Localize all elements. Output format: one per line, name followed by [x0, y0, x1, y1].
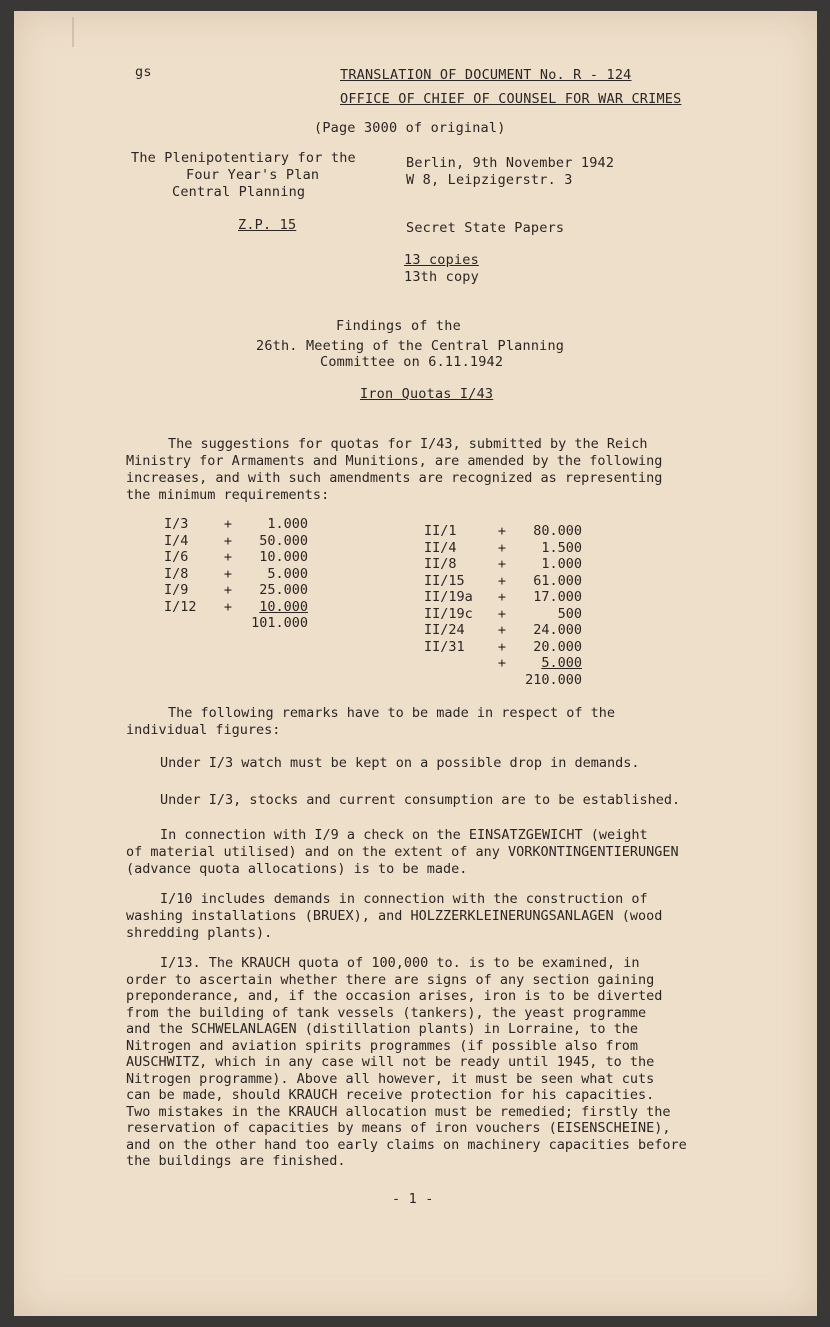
typist-initials: gs [135, 64, 152, 80]
remark-line: (advance quota allocations) is to be made. [126, 861, 468, 877]
table-row: II/8 + 1.000 [424, 556, 582, 572]
remark-line: In connection with I/9 a check on the EINSATZGEWICHT (weight [160, 827, 648, 843]
table-row: I/6 + 10.000 [164, 549, 308, 565]
remark-line: reservation of capacities by means of iron vouchers (EISENSCHEINE), [126, 1120, 671, 1136]
document-title: TRANSLATION OF DOCUMENT No. R - 124 [340, 67, 632, 83]
remarks-line: The following remarks have to be made in respect of the [168, 705, 616, 721]
table-row: I/4 + 50.000 [164, 532, 308, 549]
remark-4 [126, 891, 662, 942]
table-row: II/24 + 24.000 [424, 622, 582, 638]
remark-5 [126, 955, 687, 1170]
classification: Secret State Papers [406, 220, 565, 236]
table-total: 210.000 [525, 671, 582, 688]
remark-line: of material utilised) and on the extent of any VORKONTINGENTIERUNGEN [126, 844, 679, 860]
table-row: + 5.000 [497, 655, 582, 671]
table-total: 101.000 [251, 615, 308, 631]
intro-line: increases, and with such amendments are recognized as representing [126, 470, 663, 486]
intro-line: the minimum requirements: [126, 487, 330, 503]
copy-number: 13th copy [404, 269, 479, 285]
remarks-line: individual figures: [126, 722, 281, 738]
table-row: I/3 + 1.000 [164, 516, 308, 532]
remark-line: from the building of tank vessels (tankers), the yeast programme [126, 1004, 647, 1021]
office-title: OFFICE OF CHIEF OF COUNSEL FOR WAR CRIMES [340, 91, 682, 107]
document-page [14, 11, 817, 1316]
copies: 13 copies [404, 252, 479, 268]
remark-line: Two mistakes in the KRAUCH allocation must be remedied; firstly the [126, 1103, 671, 1120]
remark-line: preponderance, and, if the occasion arises, iron is to be diverted [126, 988, 663, 1004]
subject-line-2: 26th. Meeting of the Central Planning [256, 338, 565, 354]
remark-line: Under I/3, stocks and current consumption are to be established. [160, 792, 681, 808]
remark-line: AUSCHWITZ, which in any case will not be ready until 1945, to the [126, 1054, 655, 1070]
remark-line: Under I/3 watch must be kept on a possible drop in demands. [160, 755, 640, 771]
table-row: I/12 + 10.000 [164, 598, 308, 615]
address: W 8, Leipzigerstr. 3 [406, 172, 573, 188]
page-note: (Page 3000 of original) [314, 120, 506, 136]
remark-3 [126, 827, 679, 878]
subject-line-3: Committee on 6.11.1942 [320, 354, 504, 370]
table-row: II/31 + 20.000 [424, 638, 582, 655]
remark-2 [160, 792, 680, 809]
remark-line: can be made, should KRAUCH receive protection for his capacities. [126, 1087, 655, 1103]
table-row: II/15 + 61.000 [424, 572, 582, 589]
table-row: II/19a + 17.000 [424, 589, 582, 605]
remark-line: and on the other hand too early claims on machinery capacities before [126, 1136, 687, 1153]
quota-table-left [164, 516, 308, 632]
table-row: I/8 + 5.000 [164, 565, 308, 582]
reference-number: Z.P. 15 [238, 217, 297, 233]
page-number: - 1 - [392, 1191, 434, 1207]
sender-line-1: The Plenipotentiary for the [131, 150, 356, 166]
table-row: II/19c + 500 [424, 605, 582, 622]
table-row: II/4 + 1.500 [424, 539, 582, 556]
quota-table-right [424, 523, 582, 688]
archive-mark [72, 17, 96, 47]
intro-paragraph [126, 436, 662, 504]
remark-line: I/13. The KRAUCH quota of 100,000 to. is to be examined, in [160, 955, 640, 971]
intro-line: The suggestions for quotas for I/43, submitted by the Reich [168, 436, 648, 452]
remark-line: the buildings are finished. [126, 1153, 346, 1169]
section-heading: Iron Quotas I/43 [360, 386, 494, 402]
remark-line: I/10 includes demands in connection with the construction of [160, 891, 648, 907]
remark-line: order to ascertain whether there are signs of any section gaining [126, 971, 655, 988]
sender-line-3: Central Planning [172, 184, 306, 200]
remark-1 [160, 755, 640, 772]
remarks-intro [126, 705, 615, 739]
remark-line: washing installations (BRUEX), and HOLZZERKLEINERUNGSANLAGEN (wood [126, 908, 663, 924]
place-date: Berlin, 9th November 1942 [406, 155, 615, 171]
table-row: I/9 + 25.000 [164, 582, 308, 598]
sender-line-2: Four Year's Plan [186, 167, 320, 183]
subject-line-1: Findings of the [336, 318, 461, 334]
intro-line: Ministry for Armaments and Munitions, are amended by the following [126, 453, 663, 469]
remark-line: shredding plants). [126, 925, 273, 941]
table-row: II/1 + 80.000 [424, 523, 582, 539]
remark-line: and the SCHWELANLAGEN (distillation plants) in Lorraine, to the [126, 1021, 639, 1037]
remark-line: Nitrogen and aviation spirits programmes (if possible also from [126, 1037, 639, 1054]
remark-line: Nitrogen programme). Above all however, it must be seen what cuts [126, 1070, 655, 1087]
